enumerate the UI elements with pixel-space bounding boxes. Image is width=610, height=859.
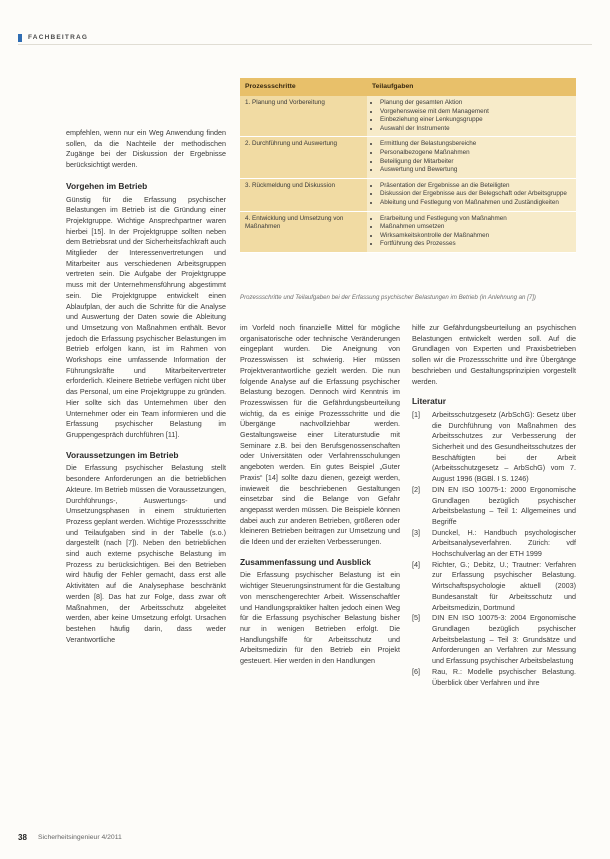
intro-paragraph: empfehlen, wenn nur ein Weg Anwendung finden sollen, da die Nachteile der methodischen Zugänge bei der Diskussion der Ergebnisse berücksichtigt werden. xyxy=(66,128,226,170)
paragraph-voraussetzungen: Die Erfassung psychischer Belastung stellt besondere Anforderungen an die betrieblichen Akteure. Im Betrieb müssen die Voraussetzungen, Durchführungs-, Auswertungs- und Umsetzungsphasen in einem strukturierten Prozess geplant werden. Wichtige Prozessschritte und Teilaufgaben sind in der Tabelle (s.o.) dargestellt (nach [7]). Neben den betrieblichen sind auch externe psychische Belastung im Prozess zu berücksichtigen. Bei den Betrieben wird häufig der Fehler gemacht, dass erst alle Aktivitäten auf die Analysephase beschränkt werden [8]. Das hat zur Folge, dass zwar oft Maßnahmen, der Arbeitsschutz abgeleitet werden, aber keine Umsetzung erfolgt. Ursachen bestehen häufig darin, dass weder Verantwortliche xyxy=(66,463,226,644)
reference-number: [2] xyxy=(412,484,420,494)
reference-number: [4] xyxy=(412,559,420,569)
reference-text: Arbeitsschutzgesetz (ArbSchG): Gesetz über die Durchführung von Maßnahmen des Arbeitsschutzes zur Verbesserung der Sicherheit und des Gesundheitsschutzes der Beschäftigten bei der Arbeit (Arbeitsschutzgesetz – ArbSchG) vom 7. August 1996 (BGBl. I S. 1246) xyxy=(432,409,576,484)
reference-text: Richter, G.; Debitz, U.; Trautner: Verfahren zur Erfassung psychischer Belastung. Wirtschaftspsychologie aktuell (2003) Bundesanstalt für Arbeitsschutz und Arbeitsmedizin, Dortmund xyxy=(432,559,576,612)
task-list xyxy=(372,140,571,174)
task-item: • Auswahl der Instrumente xyxy=(380,125,571,134)
task-item: • Auswertung und Bewertung xyxy=(380,166,571,175)
process-step: 3. Rückmeldung und Diskussion xyxy=(240,178,367,211)
heading-vorgehen: Vorgehen im Betrieb xyxy=(66,180,148,191)
reference-text: Rau, R.: Modelle psychischer Belastung. Überblick über Verfahren und ihre xyxy=(432,666,576,687)
task-item: • Ermittlung der Belastungsbereiche xyxy=(380,140,571,149)
task-item: • Maßnahmen umsetzen xyxy=(380,223,571,232)
task-list xyxy=(372,215,571,249)
table-row xyxy=(240,178,576,211)
reference-item xyxy=(412,613,576,667)
table-body xyxy=(240,96,576,252)
reference-list xyxy=(412,410,576,688)
task-item: • Beteiligung der Mitarbeiter xyxy=(380,158,571,167)
task-list xyxy=(372,99,571,133)
table-row xyxy=(240,211,576,252)
task-item: • Fortführung des Prozesses xyxy=(380,240,571,249)
heading-literatur: Literatur xyxy=(412,396,446,407)
table-row xyxy=(240,137,576,178)
publication-name: Sicherheitsingenieur 4/2011 xyxy=(38,834,122,841)
process-step: 1. Planung und Vorbereitung xyxy=(240,96,367,137)
reference-number: [3] xyxy=(412,527,420,537)
column-left xyxy=(66,128,226,645)
task-list xyxy=(372,182,571,208)
heading-zusammenfassung: Zusammenfassung und Ausblick xyxy=(240,556,371,567)
table-row xyxy=(240,96,576,137)
page-number: 38 xyxy=(18,833,27,842)
task-item: • Planung der gesamten Aktion xyxy=(380,99,571,108)
section-marker xyxy=(18,34,22,42)
task-item: • Einbeziehung einer Lenkungsgruppe xyxy=(380,116,571,125)
table-caption: Prozessschritte und Teilaufgaben bei der Erfassung psychischer Belastungen im Betrieb (in Anlehnung an [7]) xyxy=(240,294,536,301)
process-step: 2. Durchführung und Auswertung xyxy=(240,137,367,178)
table-header-step: Prozessschritte xyxy=(240,78,367,96)
reference-text: DIN EN ISO 10075-3: 2004 Ergonomische Grundlagen bezüglich psychischer Arbeitsbelastung – Teil 3: Grundsätze und Anforderungen an Verfahren zur Messung und Erfassung psychischer Arbeitsbelastung xyxy=(432,613,576,666)
process-tasks xyxy=(367,211,576,252)
reference-text: DIN EN ISO 10075-1: 2000 Ergonomische Grundlagen bezüglich psychischer Arbeitsbelastung – Teil 1: Allgemeines und Begriffe xyxy=(432,484,576,526)
column-middle xyxy=(240,323,400,667)
reference-item xyxy=(412,528,576,560)
reference-number: [1] xyxy=(412,409,420,419)
task-item: • Präsentation der Ergebnisse an die Beteiligten xyxy=(380,182,571,191)
task-item: • Erarbeitung und Festlegung von Maßnahmen xyxy=(380,215,571,224)
task-item: • Diskussion der Ergebnisse aus der Belegschaft oder Arbeitsgruppe xyxy=(380,190,571,199)
task-item: • Wirksamkeitskontrolle der Maßnahmen xyxy=(380,232,571,241)
task-item: • Personalbezogene Maßnahmen xyxy=(380,149,571,158)
task-item: • Vorgehensweise mit dem Management xyxy=(380,108,571,117)
reference-item xyxy=(412,560,576,614)
reference-item xyxy=(412,410,576,485)
process-tasks xyxy=(367,96,576,137)
reference-item xyxy=(412,667,576,688)
header-divider xyxy=(18,44,592,45)
paragraph-vorgehen: Günstig für die Erfassung psychischer Belastungen im Betrieb ist die Gründung einer Projektgruppe. Wichtige Ansprechpartner waren hierbei [15]. In der Projektgruppe sollten neben dem Betriebsrat und der Sicherheitsfachkraft auch Mitglieder der Interessenvertretungen und Mitarbeiter aus verschiedenen Arbeitsgruppen vertreten sein. Die Aufgabe der Projektgruppe muss mit der Unternehmensführung abgestimmt sein. Die Projektgruppe entwickelt einen Ablaufplan, der auch die Schritte für die Analyse und Auswertung der Daten sowie die Ableitung und Umsetzung von Maßnahmen enthält. Bevor jedoch die Erfassung psychischer Belastungen im Betrieb erfolgen kann, ist im Rahmen von Workshops eine umfassende Information der Führungskräfte und Mitarbeitervertreter erforderlich. Kleinere Betriebe verfügen nicht über das Personal, um eine Projektgruppe zu gründen. Hier sollte sich das Unternehmen über den Unternehmer oder ein Team informieren und die Erfassung psychischer Belastung im Gruppengespräch durchführen [11]. xyxy=(66,194,226,439)
paragraph-right: hilfe zur Gefährdungsbeurteilung an psychischen Belastungen entwickelt werden soll. Auf die Grundlagen von Experten und Praxisbetrieben sollen wir die Prozessschritte und ihre Übergänge beschrieben und Gestaltungsprinzipien vorgestellt werden. xyxy=(412,323,576,386)
paragraph-zusammenfassung: Die Erfassung psychischer Belastung ist ein wichtiger Steuerungsinstrument für die Gestaltung von menschengerechter Arbeit. Wissenschaftler und Handlungspraktiker halten jedoch einen Weg für die Erfassung psychischer Belastung bisher nur in wenigen Betrieben erfolgt. Die Handlungshilfe für Arbeitsschutz und Arbeitsmedizin für den Betrieb ein Projekt gesteuert. Hier werden in den Handlungen xyxy=(240,570,400,666)
column-right xyxy=(412,323,576,688)
reference-item xyxy=(412,485,576,528)
heading-voraussetzungen: Voraussetzungen im Betrieb xyxy=(66,449,179,460)
reference-text: Dunckel, H.: Handbuch psychologischer Arbeitsanalyseverfahren. Zürich: vdf Hochschulverlag an der ETH 1999 xyxy=(432,527,576,559)
section-label: FACHBEITRAG xyxy=(28,34,89,41)
process-tasks xyxy=(367,137,576,178)
reference-number: [6] xyxy=(412,666,420,676)
process-step: 4. Entwicklung und Umsetzung von Maßnahmen xyxy=(240,211,367,252)
process-table xyxy=(240,78,576,253)
task-item: • Ableitung und Festlegung von Maßnahmen und Zuständigkeiten xyxy=(380,199,571,208)
process-tasks xyxy=(367,178,576,211)
table-header-tasks: Teilaufgaben xyxy=(367,78,576,96)
paragraph-middle: im Vorfeld noch finanzielle Mittel für mögliche organisatorische oder technische Veränderungen eingeplant wurden. Die Aneignung von Prozesswissen ist schwierig. Hier müssen Projektverantwortliche gezielt werden. Die nun folgende Analyse auf die Erfassung psychischer Belastung bezogen. Dennoch wird Kenntnis im Prozesswissen für die Gefährdungsbeurteilung wichtig, da es einige Prozessschritte und die Übergänge nachvollziehbar werden. Gestaltungsweise einer Literaturstudie mit Seminare z.B. bei den Berufsgenossenschaften oder Universitäten oder Verfahrensschulungen angeboten werden. Ein gutes Beispiel „Guter Praxis“ [14] sollte dazu dienen, gezeigt werden, inwieweit die beschriebenen Gestaltungen einsetzbar sind die Belange von Gefahr angepasst werden müssen. Die Beispiele können dabei auch zur anderen Betrieben, größeren oder kleineren Betrieben beitragen zur Umsetzung und die Ideen und der erzielten Verbesserungen. xyxy=(240,323,400,547)
reference-number: [5] xyxy=(412,613,420,623)
